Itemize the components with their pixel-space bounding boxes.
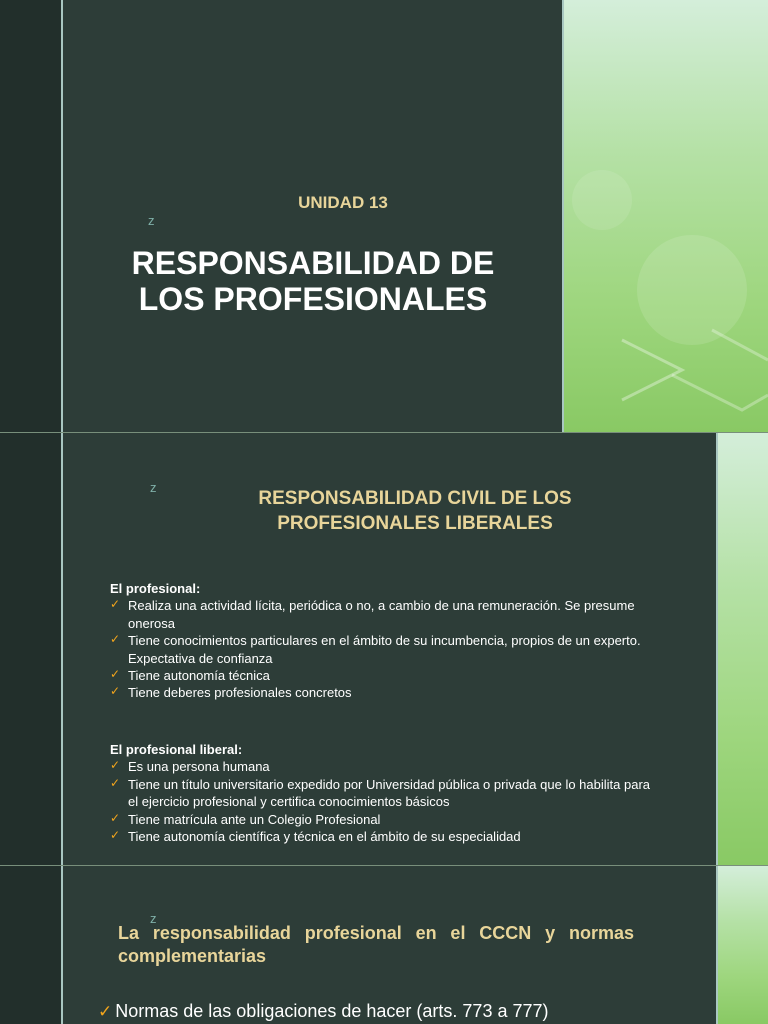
list-item: ✓ Tiene conocimientos particulares en el ámbito de su incumbencia, propios de un experto. Expectativa de confianza [110,632,641,666]
list-item: ✓ Tiene autonomía técnica [110,667,270,684]
left-accent-line [61,866,63,1024]
decorative-green-panel [562,0,768,432]
list-item: ✓ Tiene un título universitario expedido por Universidad pública o privada que lo habilita para el ejercicio profesional y certifica conocimientos básicos [110,775,651,810]
left-accent-line [61,433,63,865]
title-line-2: LOS PROFESIONALES [138,281,488,317]
slide-1-title [63,245,563,317]
checkmark-icon: ✓ [110,810,121,825]
checkmark-icon: ✓ [110,775,121,790]
decorative-chevrons [562,0,768,432]
list-item: ✓ Normas de las obligaciones de hacer (arts. 773 a 777) [98,1001,549,1021]
checkmark-icon: ✓ [110,684,121,699]
profesional-block [110,580,650,702]
checkmark-icon: ✓ [110,632,121,647]
list-item: ✓ Tiene autonomía científica y técnica en el ámbito de su especialidad [110,828,521,845]
bullet-list [110,758,650,845]
z-mark: z [150,911,157,926]
checkmark-icon: ✓ [110,667,121,682]
title-line-1: RESPONSABILIDAD DE [131,245,495,281]
title-line-2: PROFESIONALES LIBERALES [277,513,553,534]
slide-3-title: La responsabilidad profesional en el CCCN y normas complementarias [118,923,634,966]
checkmark-icon: ✓ [110,597,121,612]
checkmark-icon: ✓ [98,1002,113,1021]
title-line-1: RESPONSABILIDAD CIVIL DE LOS [258,488,572,509]
bullet-list [110,597,650,701]
block-heading: El profesional: [110,581,201,596]
left-accent-line [61,0,63,432]
left-band [0,433,61,865]
block-heading: El profesional liberal: [110,742,243,757]
list-item: ✓ Tiene matrícula ante un Colegio Profesional [110,810,381,827]
list-item: ✓ Realiza una actividad lícita, periódica o no, a cambio de una remuneración. Se presume onerosa [110,597,635,631]
left-band [0,0,61,432]
panel-edge-line [716,433,718,865]
decorative-green-panel [716,866,768,1024]
left-band [0,866,61,1024]
z-mark: z [150,480,157,495]
list-item: ✓ Tiene deberes profesionales concretos [110,684,352,701]
profesional-liberal-block [110,741,650,845]
z-mark: z [148,213,155,228]
checkmark-icon: ✓ [110,828,121,843]
slide-title [0,0,768,432]
slide-2-title [200,486,630,536]
unit-label: UNIDAD 13 [298,193,388,212]
decorative-green-panel [716,433,768,865]
panel-edge-line [716,866,718,1024]
list-item: ✓ Es una persona humana [110,758,270,775]
panel-edge-line [562,0,564,432]
checkmark-icon: ✓ [110,758,121,773]
